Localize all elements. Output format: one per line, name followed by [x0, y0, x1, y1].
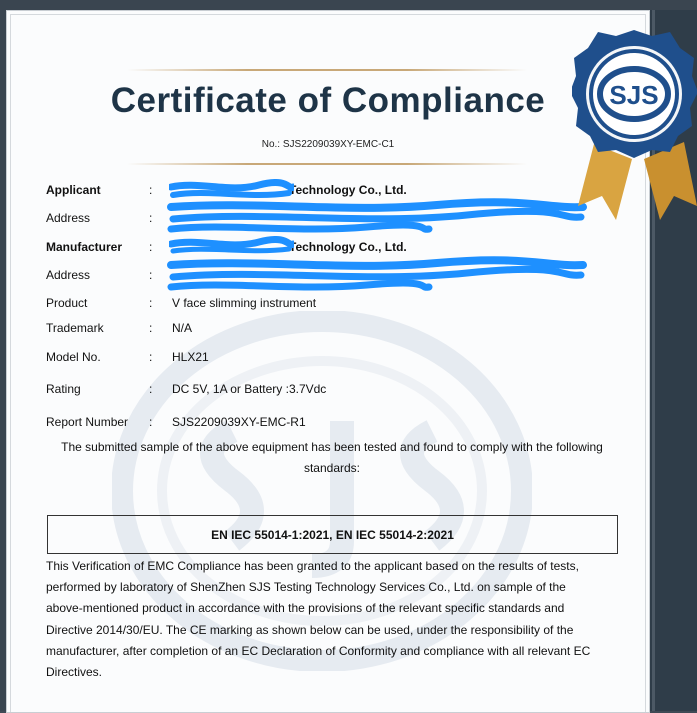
redaction-applicant-address: [167, 197, 587, 239]
tested-statement-line-1: The submitted sample of the above equipment has been tested and found to comply with the following: [61, 440, 603, 454]
colon: :: [149, 415, 153, 429]
title-top-rule: [127, 69, 527, 71]
standards-box: [47, 515, 618, 554]
colon: :: [149, 183, 153, 197]
sjs-seal-badge: [572, 24, 697, 224]
applicant-label: Applicant: [46, 183, 101, 197]
colon: :: [149, 211, 153, 225]
colon: :: [149, 240, 153, 254]
certificate-number: No.: SJS2209039XY-EMC-C1: [261, 139, 395, 150]
paragraph-line: Directive 2014/30/EU. The CE marking as shown below can be used, under the responsibility of the: [46, 622, 574, 637]
colon: :: [149, 321, 153, 335]
colon: :: [149, 268, 153, 282]
report-number-value: SJS2209039XY-EMC-R1: [172, 415, 306, 429]
manufacturer-address-label: Address: [46, 268, 91, 282]
redaction-manufacturer-address: [167, 255, 587, 295]
compliance-paragraph: [46, 556, 606, 683]
trademark-label: Trademark: [46, 321, 104, 335]
paragraph-line: performed by laboratory of ShenZhen SJS Testing Technology Services Co., Ltd. on sample of the: [46, 580, 566, 595]
tested-statement-line-2: standards:: [303, 461, 361, 475]
trademark-value: N/A: [172, 321, 193, 335]
applicant-address-label: Address: [46, 211, 91, 225]
report-number-label: Report Number: [46, 415, 129, 429]
applicant-value: Technology Co., Ltd.: [289, 183, 407, 197]
paragraph-line: above-mentioned product in accordance with the provisions of the relevant specific standards and: [46, 601, 565, 616]
colon: :: [149, 296, 153, 310]
product-value: V face slimming instrument: [172, 296, 317, 310]
colon: :: [149, 382, 153, 396]
paragraph-line: manufacturer, after completion of an EC Declaration of Conformity and compliance with all relevant EC: [46, 643, 591, 658]
product-label: Product: [46, 296, 88, 310]
standards-text: EN IEC 55014-1:2021, EN IEC 55014-2:2021: [211, 527, 454, 542]
certificate-page: [6, 10, 650, 713]
redaction-manufacturer: [169, 236, 294, 256]
svg-text:SJS: SJS: [609, 80, 659, 110]
colon: :: [149, 350, 153, 364]
rating-value: DC 5V, 1A or Battery :3.7Vdc: [172, 382, 327, 396]
paragraph-line: This Verification of EMC Compliance has been granted to the applicant based on the results of tests,: [46, 559, 579, 573]
model-label: Model No.: [46, 350, 101, 364]
paragraph-line: Directives.: [46, 665, 103, 680]
tested-statement: [47, 437, 617, 479]
manufacturer-label: Manufacturer: [46, 240, 123, 254]
manufacturer-value: Technology Co., Ltd.: [289, 240, 407, 254]
rating-label: Rating: [46, 382, 81, 396]
certificate-title: Certificate of Compliance: [110, 81, 546, 120]
model-value: HLX21: [172, 350, 209, 364]
title-bottom-rule: [127, 163, 527, 165]
